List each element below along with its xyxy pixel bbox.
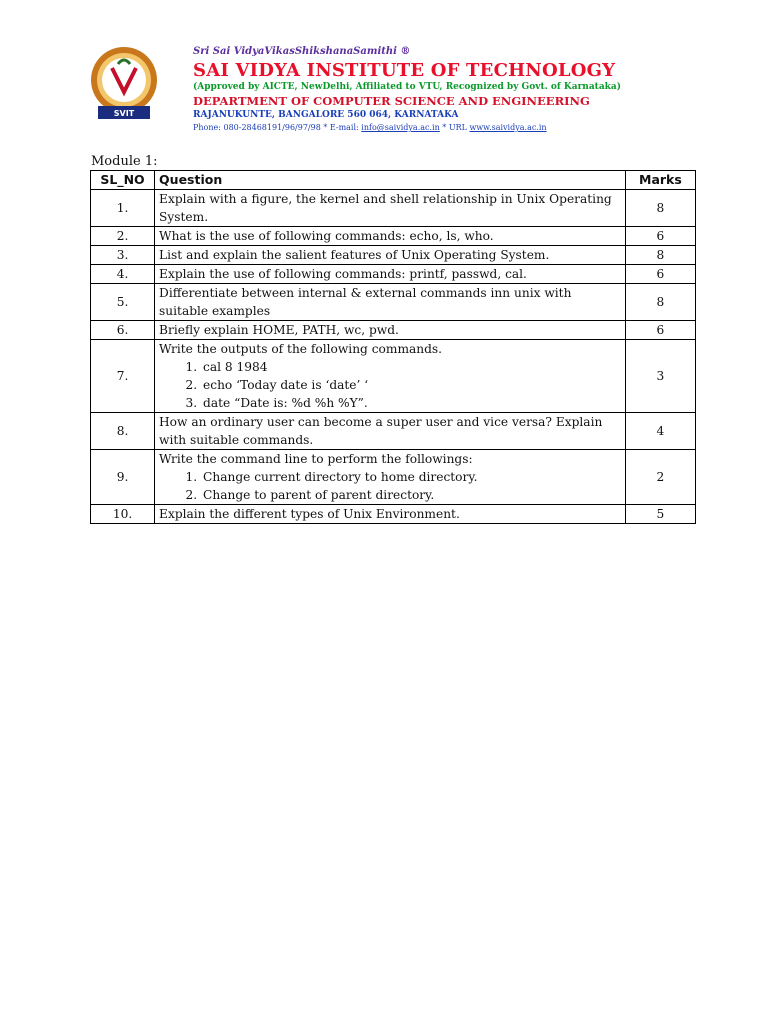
marks-cell: 6	[625, 321, 695, 340]
institute-name: SAI VIDYA INSTITUTE OF TECHNOLOGY	[193, 60, 616, 81]
address-line: RAJANUKUNTE, BANGALORE 560 064, KARNATAKA	[193, 110, 459, 120]
email-link[interactable]: info@saividya.ac.in	[361, 123, 440, 132]
question-text: Write the outputs of the following commands.	[159, 342, 443, 356]
question-table	[90, 170, 696, 524]
table-row	[91, 284, 696, 321]
sl-no-cell: 1.	[91, 190, 155, 227]
sl-no-cell: 10.	[91, 505, 155, 524]
question-cell: List and explain the salient features of Unix Operating System.	[155, 246, 626, 265]
sl-no-cell: 7.	[91, 340, 155, 413]
website-link[interactable]: www.saividya.ac.in	[469, 123, 547, 132]
question-cell: Explain the different types of Unix Environment.	[155, 505, 626, 524]
marks-cell: 8	[625, 284, 695, 321]
question-cell: Differentiate between internal & external commands inn unix with suitable examples	[155, 284, 626, 321]
marks-cell: 6	[625, 227, 695, 246]
sl-no-cell: 3.	[91, 246, 155, 265]
trust-name: Sri Sai VidyaVikasShikshanaSamithi ®	[193, 46, 411, 57]
marks-cell: 3	[625, 340, 695, 413]
list-item: 3. date “Date is: %d %h %Y”.	[201, 394, 621, 412]
contact-line	[193, 123, 693, 132]
question-text: Write the command line to perform the followings:	[159, 452, 473, 466]
table-row	[91, 246, 696, 265]
marks-cell: 2	[625, 450, 695, 505]
marks-cell: 5	[625, 505, 695, 524]
list-item: 1. Change current directory to home directory.	[201, 468, 621, 486]
module-label: Module 1:	[91, 154, 158, 169]
sl-no-cell: 6.	[91, 321, 155, 340]
department-name: DEPARTMENT OF COMPUTER SCIENCE AND ENGINEERING	[193, 94, 590, 108]
list-item: 2. echo ‘Today date is ‘date’ ‘	[201, 376, 621, 394]
table-row	[91, 340, 696, 413]
table-row	[91, 227, 696, 246]
table-row	[91, 190, 696, 227]
marks-cell: 6	[625, 265, 695, 284]
header-marks: Marks	[625, 171, 695, 190]
sub-item-list	[159, 358, 621, 412]
question-cell	[155, 450, 626, 505]
question-cell: How an ordinary user can become a super user and vice versa? Explain with suitable commands.	[155, 413, 626, 450]
logo-text: SVIT	[113, 109, 135, 118]
table-row	[91, 505, 696, 524]
list-item: 1. cal 8 1984	[201, 358, 621, 376]
phone-text: Phone: 080-28468191/96/97/98 * E-mail:	[193, 123, 362, 132]
college-logo-icon	[88, 46, 160, 122]
question-cell: Briefly explain HOME, PATH, wc, pwd.	[155, 321, 626, 340]
approval-line: (Approved by AICTE, NewDelhi, Affiliated to VTU, Recognized by Govt. of Karnataka)	[193, 82, 621, 92]
header-sl-no: SL_NO	[91, 171, 155, 190]
sl-no-cell: 9.	[91, 450, 155, 505]
marks-cell: 4	[625, 413, 695, 450]
table-row	[91, 413, 696, 450]
question-cell: Explain the use of following commands: printf, passwd, cal.	[155, 265, 626, 284]
sl-no-cell: 5.	[91, 284, 155, 321]
header-question: Question	[155, 171, 626, 190]
table-row	[91, 265, 696, 284]
marks-cell: 8	[625, 246, 695, 265]
sub-item-list	[159, 468, 621, 504]
sl-no-cell: 2.	[91, 227, 155, 246]
question-cell	[155, 340, 626, 413]
marks-cell: 8	[625, 190, 695, 227]
sl-no-cell: 4.	[91, 265, 155, 284]
url-label: * URL	[439, 123, 470, 132]
table-row	[91, 321, 696, 340]
table-header-row	[91, 171, 696, 190]
sl-no-cell: 8.	[91, 413, 155, 450]
question-cell: Explain with a figure, the kernel and shell relationship in Unix Operating System.	[155, 190, 626, 227]
table-row	[91, 450, 696, 505]
list-item: 2. Change to parent of parent directory.	[201, 486, 621, 504]
letterhead	[86, 42, 686, 142]
question-cell: What is the use of following commands: echo, ls, who.	[155, 227, 626, 246]
